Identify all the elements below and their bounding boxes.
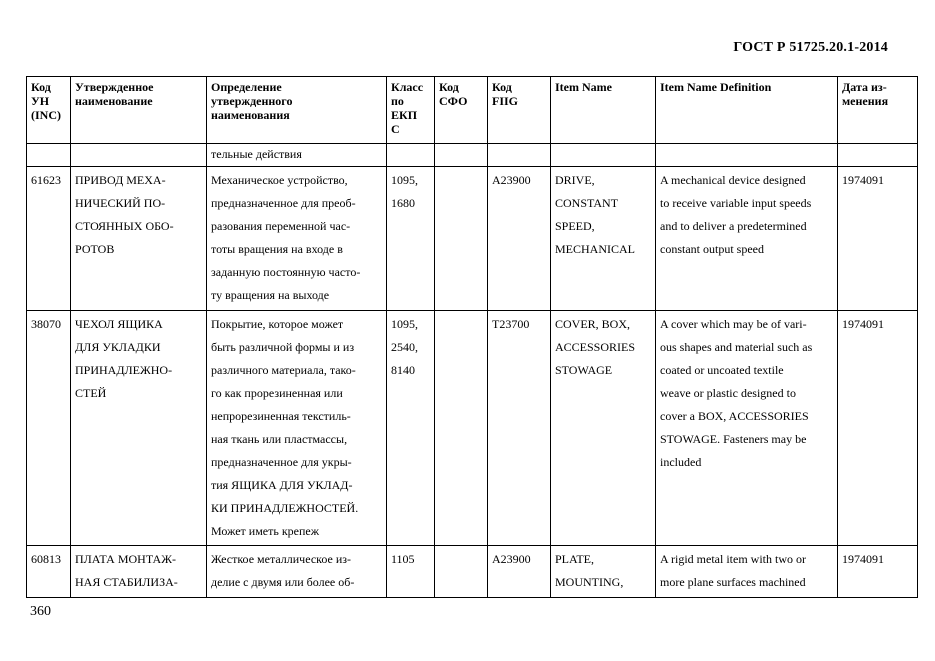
header-sfo: Код СФО [435,77,488,144]
continuation-definition: тельные действия [207,144,387,167]
cell-definition: Покрытие, которое может быть различной формы и из различного материала, тако- го как прорезиненная или непрорезиненная текстиль- ная ткань или пластмассы, предназначенное для укры- тия ЯЩИКА ДЛЯ УКЛАД- КИ ПРИНАДЛЕЖНОСТЕЙ. Может иметь крепеж [207,311,387,546]
header-class: Класс по ЕКП С [387,77,435,144]
cell-item-name: COVER, BOX, ACCESSORIES STOWAGE [551,311,656,546]
continuation-row [27,144,918,167]
header-fiig: Код FIIG [488,77,551,144]
document-code: ГОСТ Р 51725.20.1-2014 [733,40,888,55]
table-row [27,167,918,311]
cell-fiig: A23900 [488,167,551,311]
cell-item-name: PLATE, MOUNTING, [551,546,656,598]
table-row [27,311,918,546]
cell-sfo [435,311,488,546]
cell-item-definition: A mechanical device designed to receive variable input speeds and to deliver a predetermined constant output speed [656,167,838,311]
cell-inc: 38070 [27,311,71,546]
header-item-name: Item Name [551,77,656,144]
cell-item-definition: A cover which may be of vari- ous shapes and material such as coated or uncoated textile weave or plastic designed to cover a BOX, ACCESSORIES STOWAGE. Fasteners may be included [656,311,838,546]
header-row [27,77,918,144]
cell-definition: Жесткое металлическое из- делие с двумя или более об- [207,546,387,598]
continuation-cell [27,144,71,167]
cell-approved-name: ПЛАТА МОНТАЖ- НАЯ СТАБИЛИЗА- [71,546,207,598]
continuation-cell [387,144,435,167]
cell-approved-name: ПРИВОД МЕХА- НИЧЕСКИЙ ПО- СТОЯННЫХ ОБО- РОТОВ [71,167,207,311]
cell-fiig: A23900 [488,546,551,598]
cell-fiig: T23700 [488,311,551,546]
continuation-cell [838,144,918,167]
header-item-definition: Item Name Definition [656,77,838,144]
continuation-cell [656,144,838,167]
cell-class: 1105 [387,546,435,598]
continuation-cell [71,144,207,167]
cell-class: 1095, 1680 [387,167,435,311]
cell-item-definition: A rigid metal item with two or more plane surfaces machined [656,546,838,598]
cell-sfo [435,167,488,311]
page-number: 360 [30,604,51,619]
cell-class: 1095, 2540, 8140 [387,311,435,546]
continuation-cell [488,144,551,167]
cell-change-date: 1974091 [838,546,918,598]
cell-inc: 61623 [27,167,71,311]
header-approved-name: Утвержденное наименование [71,77,207,144]
table-row [27,546,918,598]
continuation-cell [551,144,656,167]
continuation-cell [435,144,488,167]
cell-change-date: 1974091 [838,167,918,311]
registry-table [26,76,918,598]
header-definition: Определение утвержденного наименования [207,77,387,144]
header-inc: Код УН (INC) [27,77,71,144]
cell-approved-name: ЧЕХОЛ ЯЩИКА ДЛЯ УКЛАДКИ ПРИНАДЛЕЖНО- СТЕЙ [71,311,207,546]
cell-sfo [435,546,488,598]
cell-definition: Механическое устройство, предназначенное для преоб- разования переменной час- тоты вращения на входе в заданную постоянную часто- ту вращения на выходе [207,167,387,311]
cell-item-name: DRIVE, CONSTANT SPEED, MECHANICAL [551,167,656,311]
cell-inc: 60813 [27,546,71,598]
cell-change-date: 1974091 [838,311,918,546]
header-change-date: Дата из- менения [838,77,918,144]
